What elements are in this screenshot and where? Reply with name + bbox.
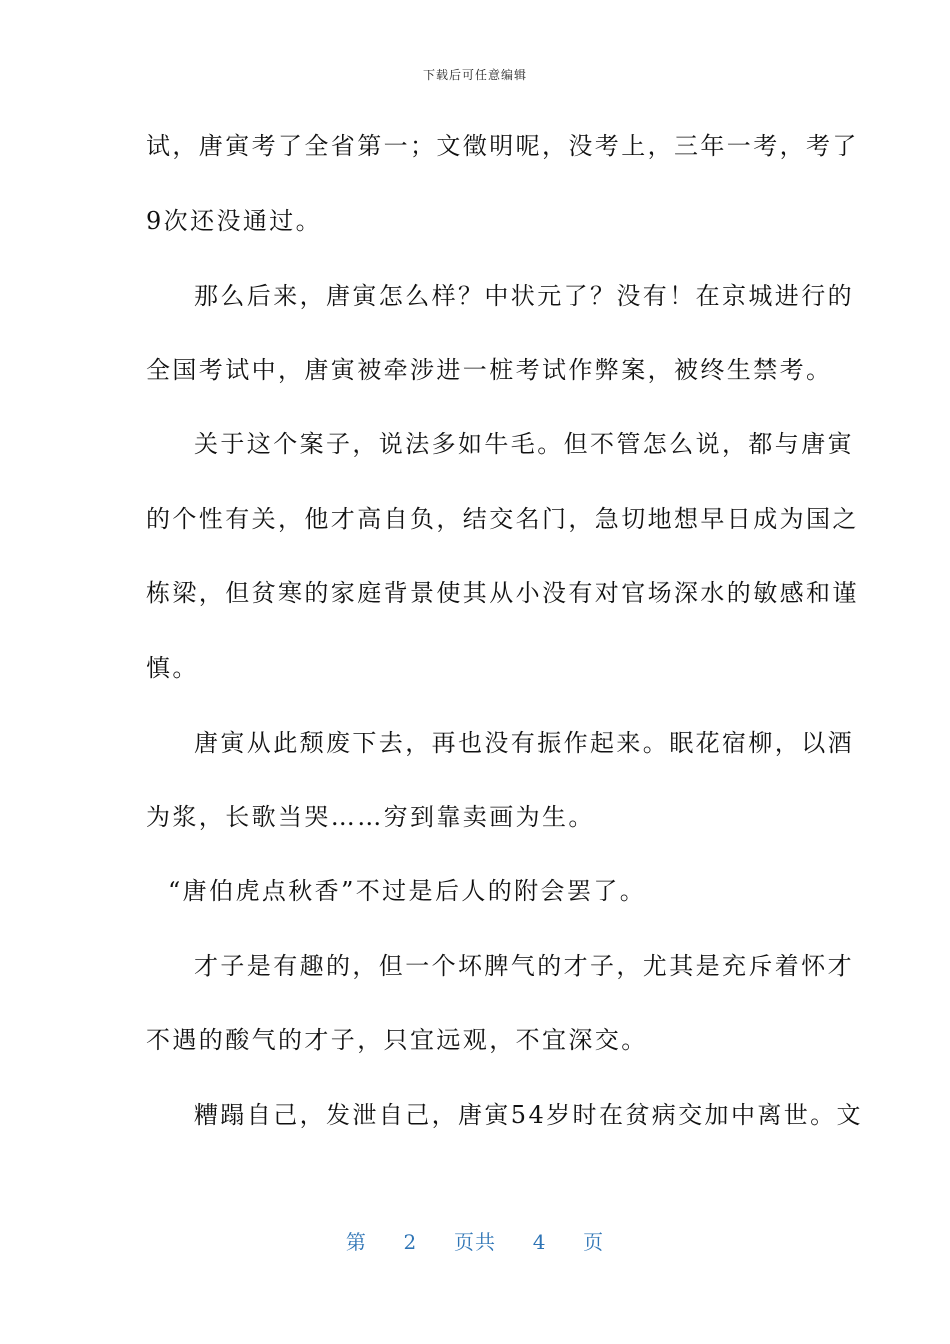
paragraph-line: 关于这个案子，说法多如牛毛。但不管怎么说，都与唐寅 [194, 430, 854, 458]
current-page-number: 2 [403, 1230, 418, 1254]
paragraph-line: 全国考试中，唐寅被牵涉进一桩考试作弊案，被终生禁考。 [146, 356, 833, 384]
paragraph-line: 唐寅从此颓废下去，再也没有振作起来。眠花宿柳，以酒 [194, 729, 854, 757]
paragraph-line: 的个性有关，他才高自负，结交名门，急切地想早日成为国之 [146, 505, 859, 533]
paragraph-line: 糟蹋自己，发泄自己，唐寅54岁时在贫病交加中离世。文 [194, 1101, 863, 1129]
paragraph-line: 不遇的酸气的才子，只宜远观，不宜深交。 [146, 1026, 648, 1054]
paragraph-line: 慎。 [146, 654, 199, 682]
paragraph-line: 才子是有趣的，但一个坏脾气的才子，尤其是充斥着怀才 [194, 952, 854, 980]
page-footer [0, 1226, 950, 1255]
paragraph-line: “唐伯虎点秋香”不过是后人的附会罢了。 [168, 877, 647, 905]
footer-suffix: 页 [583, 1230, 605, 1254]
footer-middle: 页共 [454, 1230, 496, 1254]
total-pages-number: 4 [532, 1230, 547, 1254]
paragraph-line: 试，唐寅考了全省第一；文徵明呢，没考上，三年一考，考了 [146, 132, 859, 160]
paragraph-line: 栋梁，但贫寒的家庭背景使其从小没有对官场深水的敏感和谨 [146, 579, 859, 607]
paragraph-line: 9次还没通过。 [146, 207, 323, 235]
footer-prefix: 第 [345, 1230, 367, 1254]
paragraph-line: 为浆，长歌当哭……穷到靠卖画为生。 [146, 803, 595, 831]
page-header: 下载后可任意编辑 [422, 68, 527, 82]
paragraph-line: 那么后来，唐寅怎么样？中状元了？没有！在京城进行的 [194, 282, 854, 310]
